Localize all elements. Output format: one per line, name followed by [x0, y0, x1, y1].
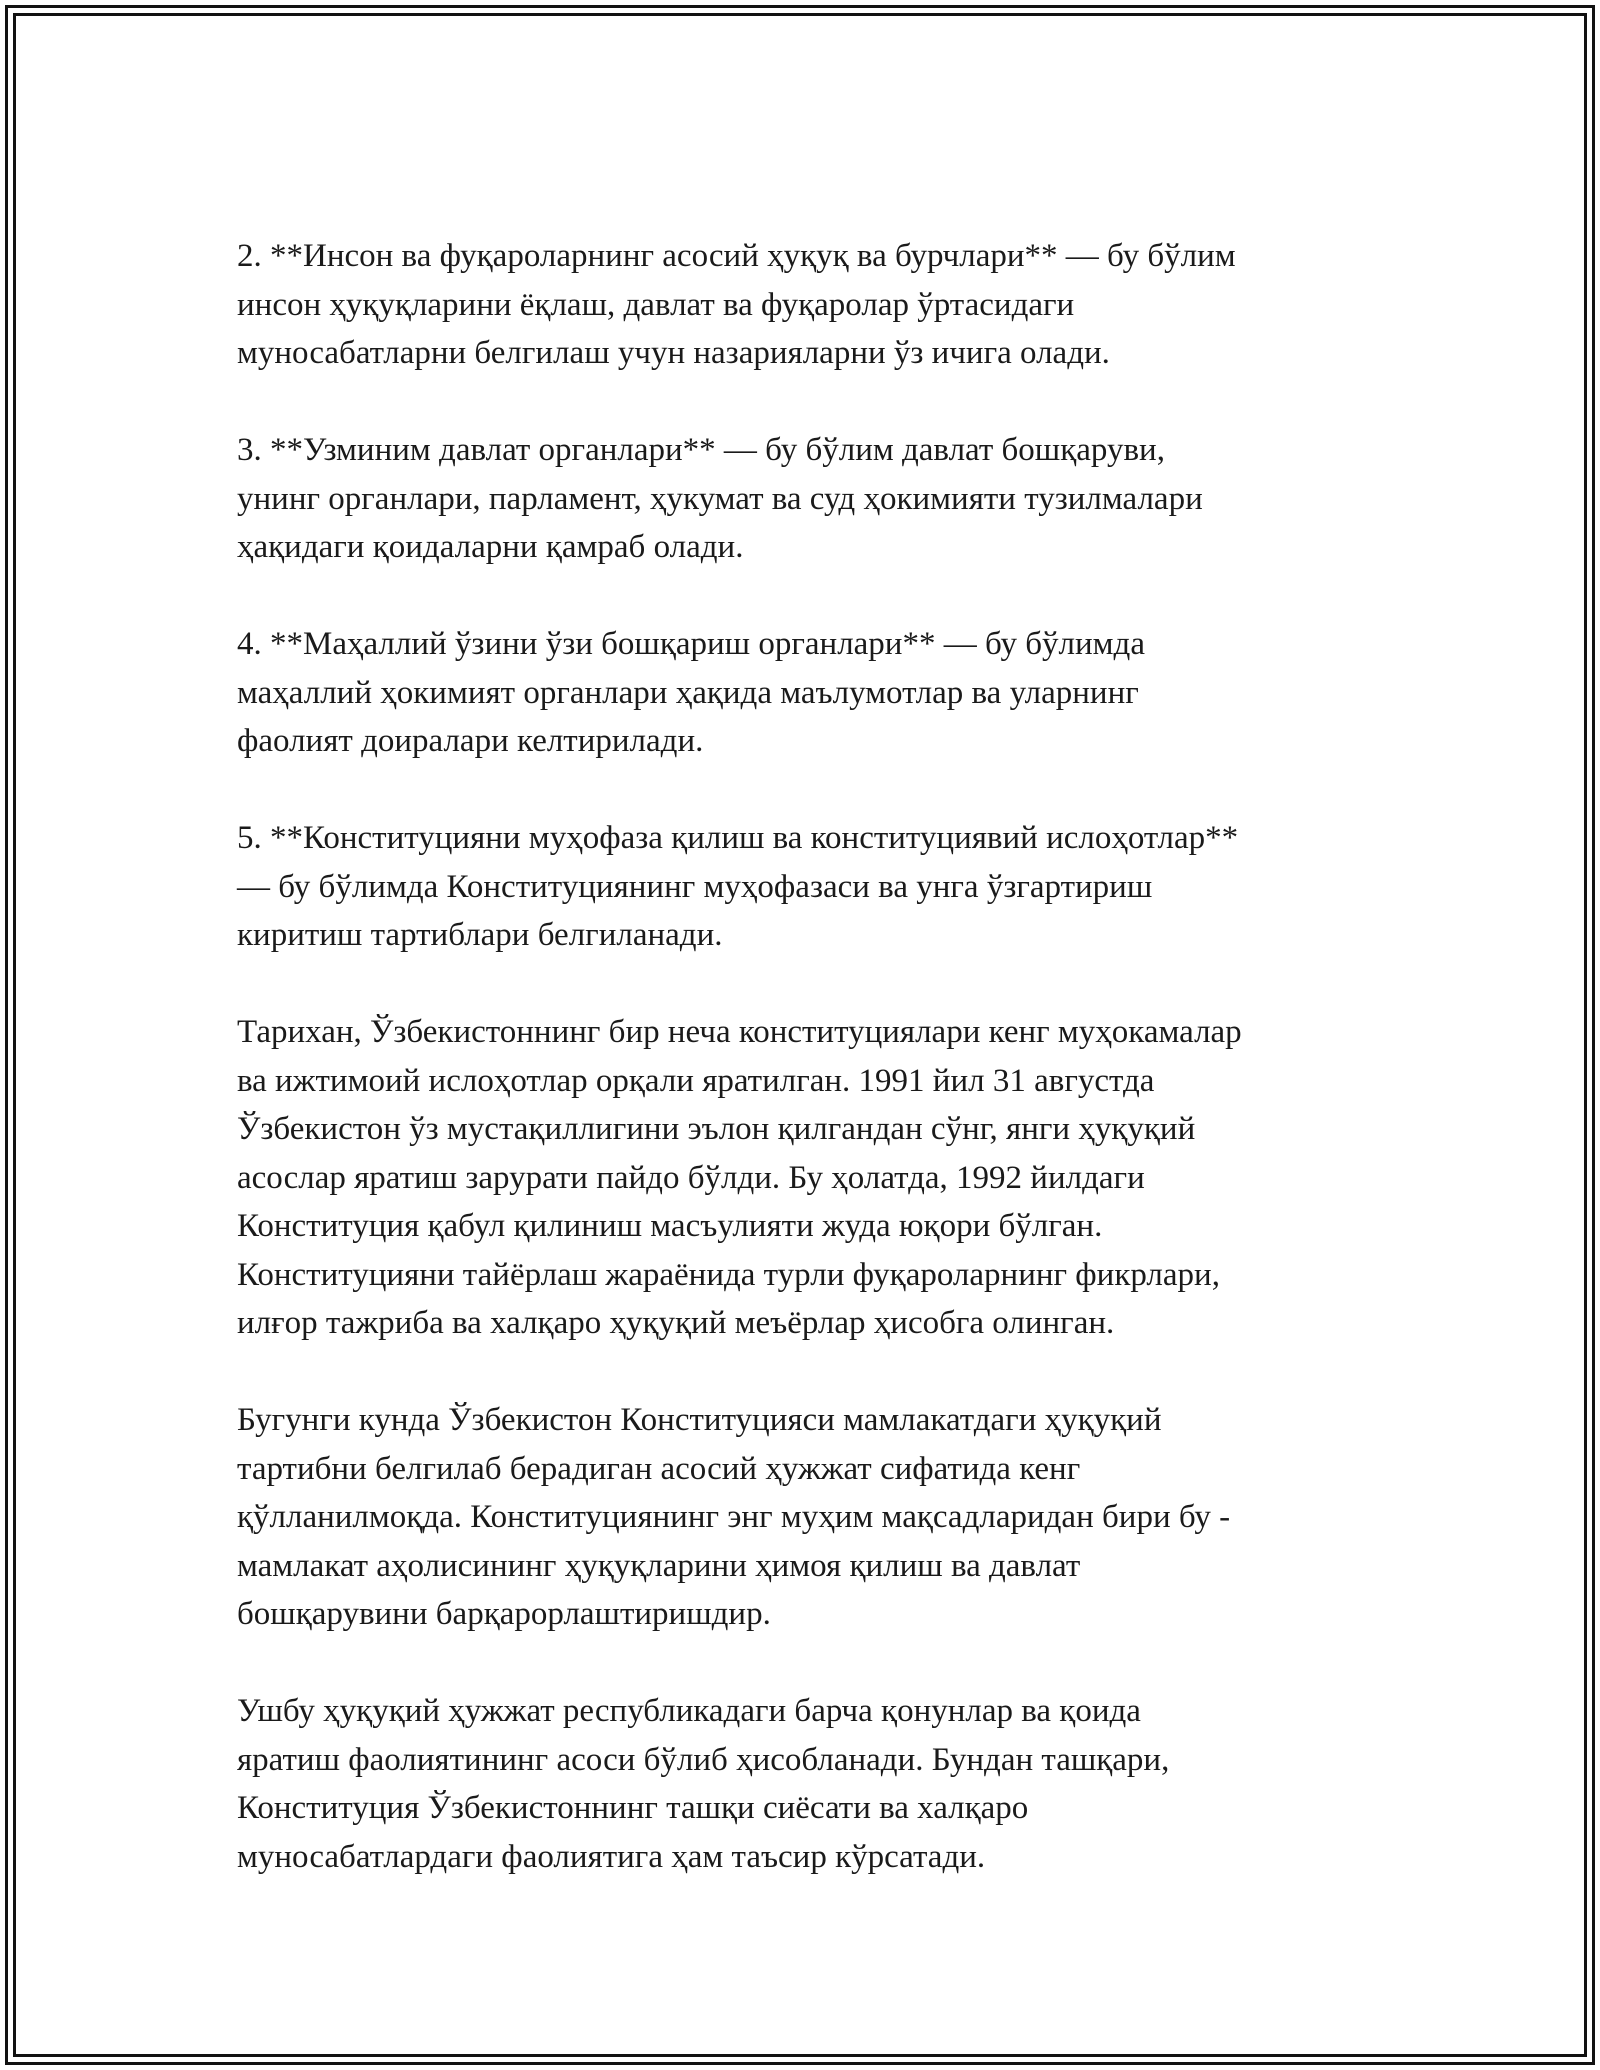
paragraph-significance: Ушбу ҳуқуқий ҳужжат республикадаги барча қонунлар ва қоида яратиш фаолиятининг асоси бўлиб ҳисобланади. Бундан ташқари, Конституция Ўзбекистоннинг ташқи сиёсати ва халқаро муносабатлардаги фаолиятига ҳам таъсир кўрсатади.: [237, 1693, 1170, 1875]
document-body: [237, 232, 1367, 1930]
paragraph-section-2: 2. **Инсон ва фуқароларнинг асосий ҳуқуқ ва бурчлари** — бу бўлим инсон ҳуқуқларини ёқлаш, давлат ва фуқаролар ўртасидаги муносабатларни белгилаш учун назарияларни ўз ичига олади.: [237, 238, 1236, 371]
paragraph-section-4: 4. **Маҳаллий ўзини ўзи бошқариш органлари** — бу бўлимда маҳаллий ҳокимият органлари ҳақида маълумотлар ва уларнинг фаолият доиралари келтирилади.: [237, 626, 1145, 759]
paragraph-section-5: 5. **Конституцияни муҳофаза қилиш ва конституциявий ислоҳотлар** — бу бўлимда Конституциянинг муҳофазаси ва унга ўзгартириш киритиш тартиблари белгиланади.: [237, 820, 1239, 953]
paragraph-history: Тарихан, Ўзбекистоннинг бир неча конституциялари кенг муҳокамалар ва ижтимоий ислоҳотлар орқали яратилган. 1991 йил 31 августда Ўзбекистон ўз мустақиллигини эълон қилгандан сўнг, янги ҳуқуқий асослар яратиш зарурати пайдо бўлди. Бу ҳолатда, 1992 йилдаги Конституция қабул қилиниш масъулияти жуда юқори бўлган. Конституцияни тайёрлаш жараёнида турли фуқароларнинг фикрлари, илғор тажриба ва халқаро ҳуқуқий меъёрлар ҳисобга олинган.: [237, 1014, 1242, 1341]
paragraph-section-3: 3. **Узминим давлат органлари** — бу бўлим давлат бошқаруви, унинг органлари, парламент, ҳукумат ва суд ҳокимияти тузилмалари ҳақидаги қоидаларни қамраб олади.: [237, 432, 1203, 565]
paragraph-today: Бугунги кунда Ўзбекистон Конституцияси мамлакатдаги ҳуқуқий тартибни белгилаб берадиган асосий ҳужжат сифатида кенг қўлланилмоқда. Конституциянинг энг муҳим мақсадларидан бири бу - мамлакат аҳолисининг ҳуқуқларини ҳимоя қилиш ва давлат бошқарувини барқарорлаштиришдир.: [237, 1402, 1231, 1632]
